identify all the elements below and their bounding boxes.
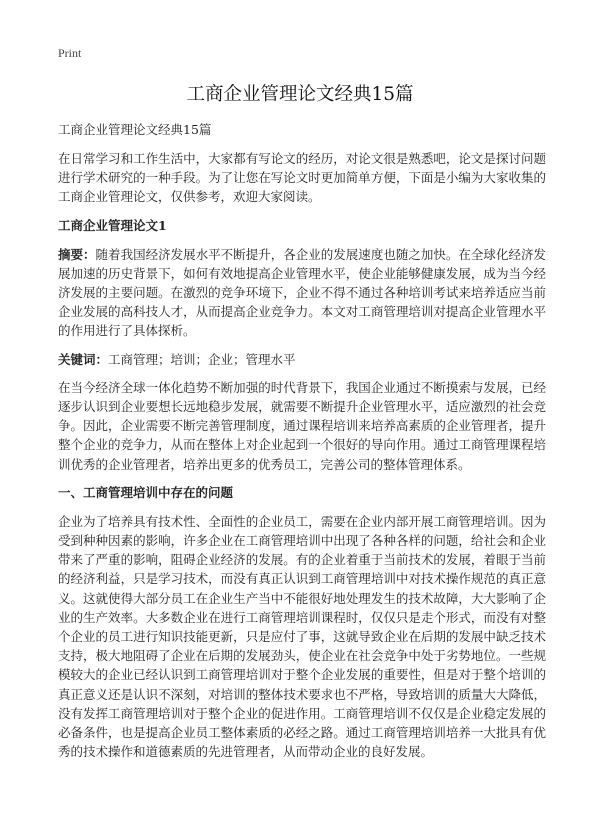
document-subtitle: 工商企业管理论文经典15篇	[58, 122, 212, 137]
document-body	[58, 120, 546, 770]
abstract-text: 随着我国经济发展水平不断提升，各企业的发展速度也随之加快。在全球化经济发展加速的历史背景下，如何有效地提高企业管理水平，使企业能够健康发展，成为当今经济发展的主要问题。在激烈的竞争环境下，企业不得不通过各种培训考试来培养适应当前企业发展的高科技人才，从而提高企业竞争力。本文对工商管理培训对提高企业管理水平的作用进行了具体探析。	[58, 246, 546, 339]
body-paragraph-1: 在当今经济全球一体化趋势不断加强的时代背景下，我国企业通过不断摸索与发展，已经逐步认识到企业要想长远地稳步发展，就需要不断提升企业管理水平，适应激烈的社会竞争。因此，企业需要不断完善管理制度，通过课程培训来培养高素质的企业管理者，提升整个企业的竞争力，从而在整体上对企业起到一个很好的导向作用。通过工商管理课程培训优秀的企业管理者，培养出更多的优秀员工，完善公司的整体管理体系。	[58, 379, 546, 472]
print-label[interactable]: Print	[58, 46, 82, 60]
keywords-label: 关键词：	[58, 351, 109, 367]
keywords-paragraph	[58, 350, 546, 369]
keywords-text: 工商管理；培训；企业；管理水平	[108, 351, 296, 367]
section-heading-problems: 一、工商管理培训中存在的问题	[58, 484, 234, 500]
section-heading-paper-1: 工商企业管理论文1	[58, 217, 167, 233]
document-title: 工商企业管理论文经典15篇	[186, 84, 414, 105]
body-paragraph-2: 企业为了培养具有技术性、全面性的企业员工，需要在企业内部开展工商管理培训。因为受到种种因素的影响，许多企业在工商管理培训中出现了各种各样的问题，给社会和企业带来了严重的影响，阻碍企业经济的发展。有的企业着重于当前技术的发展，着眼于当前的经济利益，只是学习技术，而没有真正认识到工商管理培训中对技术操作规范的真正意义。这就使得大部分员工在企业生产当中不能很好地处理发生的技术故障，大大影响了企业的生产效率。大多数企业在进行工商管理培训课程时，仅仅只是走个形式，而没有对整个企业的员工进行知识技能更新，只是应付了事，这就导致企业在后期的发展中缺乏技术支持，极大地阻碍了企业在后期的发展劲头，使企业在社会竞争中处于劣势地位。一些规模较大的企业已经认识到工商管理培训对于整个企业发展的重要性，但是对于整个培训的真正意义还是认识不深刻，对培训的整体技术要求也不严格，导致培训的质量大大降低，没有发挥工商管理培训对于整个企业的促进作用。工商管理培训不仅仅是企业稳定发展的必备条件，也是提高企业员工整体素质的必经之路。通过工商管理培训培养一大批具有优秀的技术操作和道德素质的先进管理者，从而带动企业的良好发展。	[58, 513, 546, 760]
intro-paragraph: 在日常学习和工作生活中，大家都有写论文的经历，对论文很是熟悉吧，论文是探讨问题进行学术研究的一种手段。为了让您在写论文时更加简单方便，下面是小编为大家收集的工商企业管理论文，仅供参考，欢迎大家阅读。	[58, 151, 546, 205]
abstract-label: 摘要：	[58, 246, 96, 262]
abstract-paragraph	[58, 245, 546, 341]
